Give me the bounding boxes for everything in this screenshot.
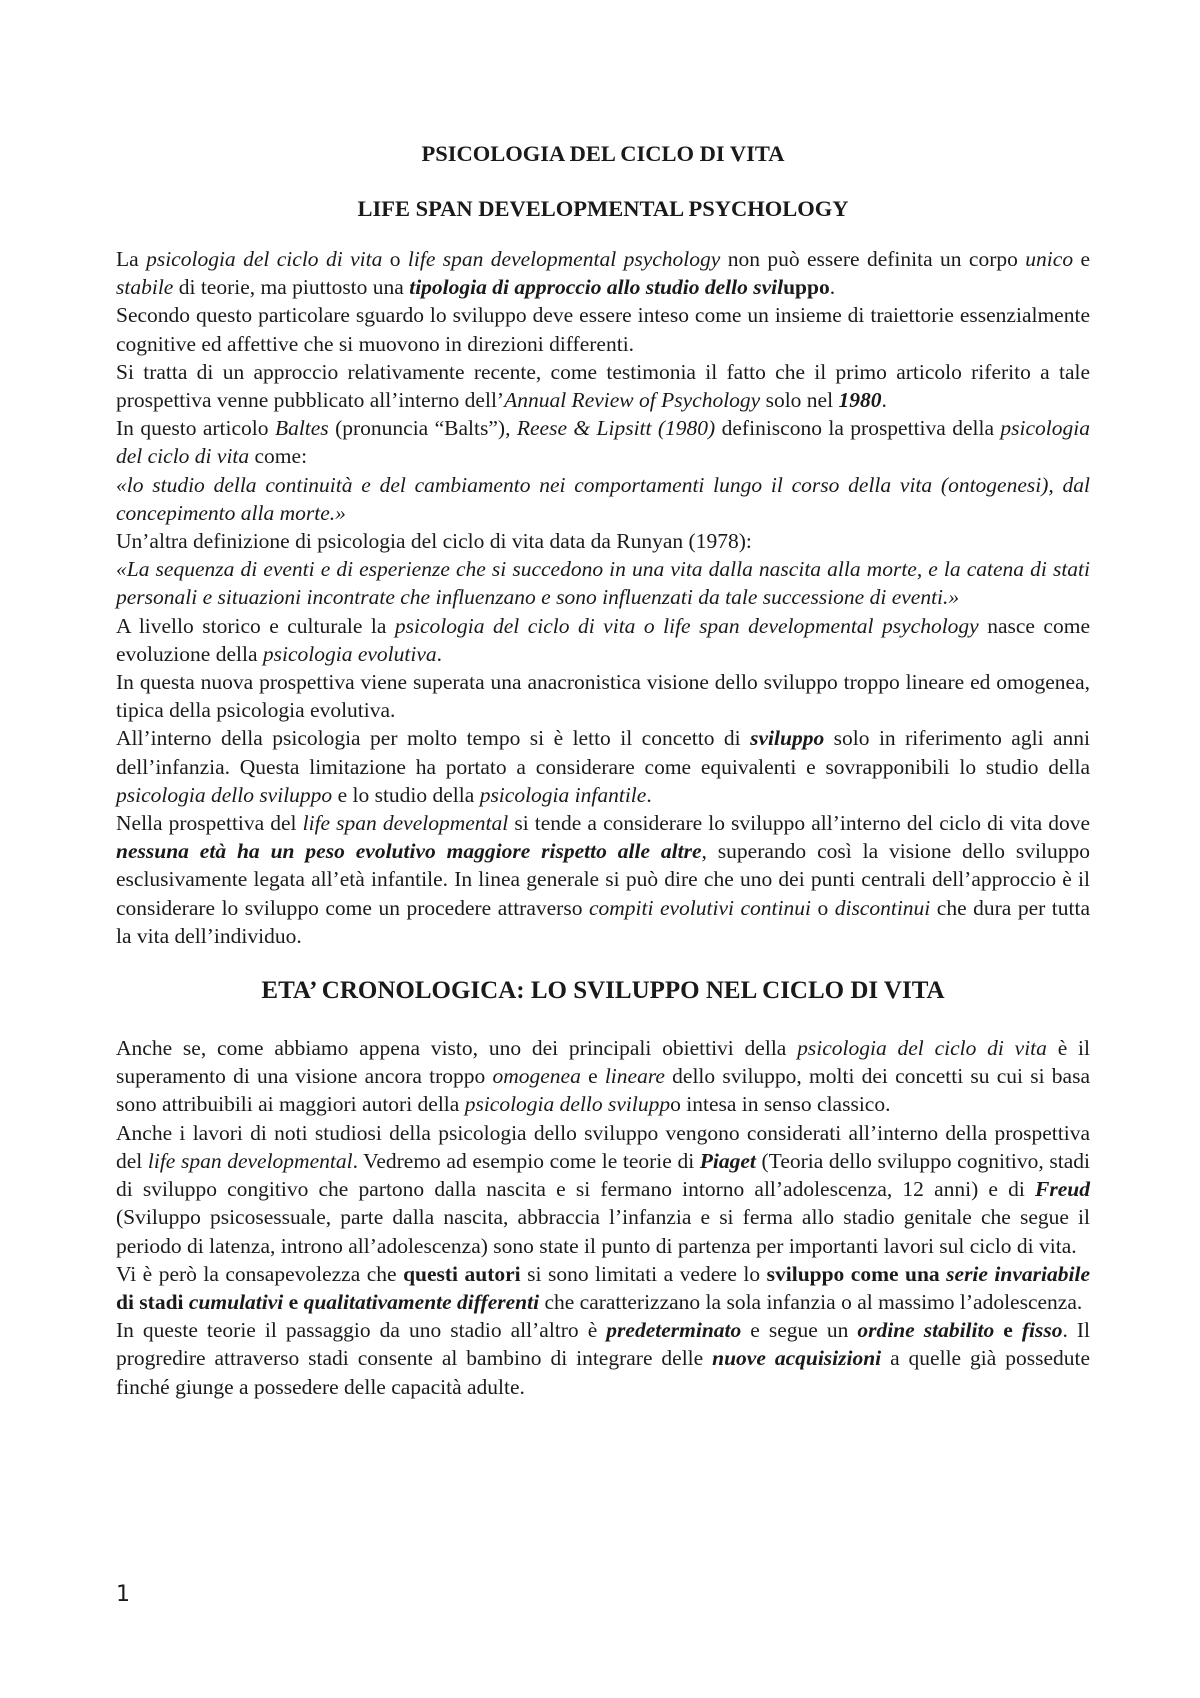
text-run: questi autori — [403, 1261, 521, 1286]
text-run: All’interno della psicologia per molto tempo si è letto il concetto di — [116, 726, 751, 751]
text-run: psicologia infantile — [479, 782, 647, 807]
text-run: nasce come evoluzione della — [116, 613, 1090, 666]
text-run: . Il progredire attraverso stadi consente al bambino di integrare delle — [116, 1318, 1091, 1371]
text-run: In queste teorie il passaggio da uno stadio all’altro è — [116, 1318, 607, 1343]
text-run: e segue un — [741, 1318, 858, 1343]
text-run: predeterminato — [606, 1318, 742, 1343]
text-run: lineare — [604, 1064, 665, 1089]
text-run: . Vedremo ad esempio come le teorie di — [352, 1148, 700, 1173]
text-run: omogenea — [492, 1064, 581, 1089]
text-run: compiti evolutivi continui — [588, 895, 811, 920]
text-run: e — [580, 1064, 605, 1089]
paragraph — [116, 1034, 1090, 1119]
paragraph — [116, 809, 1090, 950]
text-run: uppo — [783, 275, 830, 300]
text-run: si tende a considerare lo sviluppo all’interno del ciclo di vita dove — [508, 811, 1090, 836]
text-run: sviluppo — [750, 726, 825, 751]
text-run: . — [436, 641, 442, 666]
text-run: si sono limitati a vedere lo — [520, 1261, 767, 1286]
text-run: stabile — [116, 275, 174, 300]
text-run: , Reese & Lipsitt (1980) — [505, 416, 716, 441]
paragraph — [116, 471, 1090, 527]
text-run: Anche se, come abbiamo appena visto, uno dei principali obiettivi della — [116, 1036, 798, 1061]
text-run: discontinui — [834, 895, 931, 920]
text-run: Vi è però la consapevolezza che — [116, 1261, 404, 1286]
text-run: La — [116, 247, 147, 271]
text-run: (pronuncia “Balts”) — [328, 416, 506, 441]
text-run: 1980 — [838, 388, 882, 413]
section-heading: ETA’ CRONOLOGICA: LO SVILUPPO NEL CICLO DI VITA — [261, 977, 945, 1005]
text-run: nuove acquisizioni — [712, 1346, 882, 1371]
text-run: cumulativi — [188, 1289, 284, 1314]
text-run: psicologia del ciclo di vita — [146, 247, 383, 271]
text-run: e — [283, 1289, 304, 1314]
text-run: definiscono la prospettiva della — [715, 416, 1001, 441]
paragraph — [116, 527, 1090, 555]
text-run: (Sviluppo psicosessuale, parte dalla nascita, abbraccia l’infanzia e si ferma allo stadio genitale che segue il periodo di latenza, introno all’adolescenza) sono state il punto di partenza per importanti lavori sul ciclo di vita. — [116, 1205, 1090, 1258]
text-run: tipologia di approccio allo studio dello svil — [409, 275, 784, 300]
paragraph — [116, 724, 1090, 809]
text-run: e lo studio della — [332, 782, 480, 807]
text-run: solo in riferimento agli anni dell’infanzia. Questa limitazione ha portato a considerare come equivalenti e sovrapponibili lo studio della — [116, 726, 1091, 779]
text-run: psicologia del ciclo di vita — [116, 416, 1091, 469]
text-run: serie invariabile — [946, 1261, 1090, 1286]
paragraph — [116, 1316, 1090, 1401]
paragraph — [116, 555, 1090, 611]
text-run: psicologia dello svilupp — [464, 1092, 671, 1117]
text-run: Anche i lavori di noti studiosi della psicologia dello sviluppo vengono considerati all’interno della prospettiva del — [116, 1120, 1090, 1173]
text-run: unico — [1025, 247, 1074, 271]
text-run: è il superamento di una visione ancora troppo — [116, 1036, 1090, 1089]
text-run: Si tratta di un approccio relativamente recente, come testimonia il fatto che il primo articolo riferito a tale prospettiva venne pubblicato all’interno dell’ — [116, 359, 1090, 413]
paragraph — [116, 1119, 1090, 1260]
text-run: e — [1073, 247, 1091, 271]
text-run: Baltes — [274, 416, 329, 441]
text-run: «lo studio della continuità e del cambiamento nei comportamenti lungo il corso della vita (ontogenesi), dal concepimento alla morte.» — [116, 472, 1090, 525]
text-run: nessuna età ha un peso evolutivo maggiore rispetto alle altre — [116, 839, 702, 864]
text-run: che dura per tutta la vita dell’individuo. — [116, 895, 1091, 948]
text-run: psicologia dello sviluppo — [116, 782, 333, 807]
paragraph — [116, 245, 1090, 301]
text-run: psicologia del ciclo di vita o life span developmental psychology — [394, 613, 979, 638]
section-chronological-age — [116, 1034, 1090, 1401]
text-run: ordine stabilito — [857, 1318, 995, 1343]
text-run: Secondo questo particolare sguardo lo sviluppo deve essere inteso come un insieme di traiettorie essenzialmente cognitive ed affettive che si muovono in direzioni differenti. — [116, 303, 1090, 356]
text-run: (Teoria dello sviluppo cognitivo, stadi di sviluppo congitivo che partono dalla nascita e si fermano intorno all’adolescenza, 12 anni) e di — [116, 1148, 1090, 1202]
text-run: Piaget — [699, 1148, 756, 1173]
text-run: «La sequenza di eventi e di esperienze che si succedono in una vita dalla nascita alla morte, e la catena di stati personali e situazioni incontrate che influenzano e sono influenzati da tale successione di eventi.» — [116, 557, 1090, 610]
text-run: che caratterizzano la sola infanzia o al massimo l’adolescenza. — [539, 1289, 1083, 1314]
text-run: dello sviluppo, molti dei concetti su cui si basa sono attribuibili ai maggiori autori della — [116, 1064, 1090, 1117]
paragraph — [116, 301, 1090, 357]
text-run: . — [881, 388, 887, 413]
text-run: In questo articolo — [116, 416, 275, 441]
text-run: non può essere definita un corpo — [720, 247, 1026, 271]
text-run: psicologia del ciclo di vita — [797, 1036, 1047, 1061]
text-run: e — [994, 1318, 1022, 1343]
paragraph — [116, 414, 1090, 470]
text-run: di teorie, ma piuttosto una — [173, 275, 410, 300]
text-run: psicologia evolutiva — [262, 641, 437, 666]
page-number: 1 — [116, 1582, 130, 1607]
text-run: Freud — [1035, 1177, 1090, 1202]
text-run: a quelle già possedute finché giunge a possedere delle capacità adulte. — [116, 1346, 1090, 1399]
paragraph — [116, 358, 1090, 414]
text-run: o — [810, 895, 835, 920]
text-run: sviluppo come una — [766, 1261, 947, 1286]
text-run: Un’altra definizione di psicologia del ciclo di vita data da Runyan (1978): — [116, 529, 752, 554]
document-title: PSICOLOGIA DEL CICLO DI VITA — [421, 141, 785, 166]
text-run: life span developmental — [302, 811, 509, 836]
paragraph — [116, 612, 1090, 668]
text-run: di stadi — [116, 1289, 189, 1314]
text-run: . — [646, 782, 652, 807]
text-run: fisso — [1021, 1318, 1063, 1343]
text-run: A livello storico e culturale la — [116, 613, 395, 638]
text-run: In questa nuova prospettiva viene superata una anacronistica visione dello sviluppo troppo lineare ed omogenea, tipica della psicologia evolutiva. — [116, 670, 1090, 723]
text-run: , superando così la visione dello sviluppo esclusivamente legata all’età infantile. In linea generale si può dire che uno dei punti centrali dell’approccio è il considerare lo sviluppo come un procedere attraverso — [116, 839, 1090, 920]
text-run: Nella prospettiva del — [116, 811, 303, 836]
text-run: life span developmental psychology — [407, 247, 721, 271]
document-body — [116, 140, 1090, 1401]
text-run: qualitativamente differenti — [303, 1289, 540, 1314]
document-subtitle: LIFE SPAN DEVELOPMENTAL PSYCHOLOGY — [357, 196, 849, 221]
text-run: o intesa in senso classico. — [670, 1092, 891, 1117]
text-run: life span developmental — [147, 1148, 353, 1173]
text-run: o — [382, 247, 408, 271]
text-run: . — [829, 275, 836, 300]
text-run: Annual Review of Psychology — [504, 388, 761, 413]
text-run: come: — [249, 444, 308, 469]
section-intro — [116, 245, 1090, 950]
text-run: solo nel — [760, 388, 839, 413]
paragraph — [116, 1260, 1090, 1316]
paragraph — [116, 668, 1090, 724]
